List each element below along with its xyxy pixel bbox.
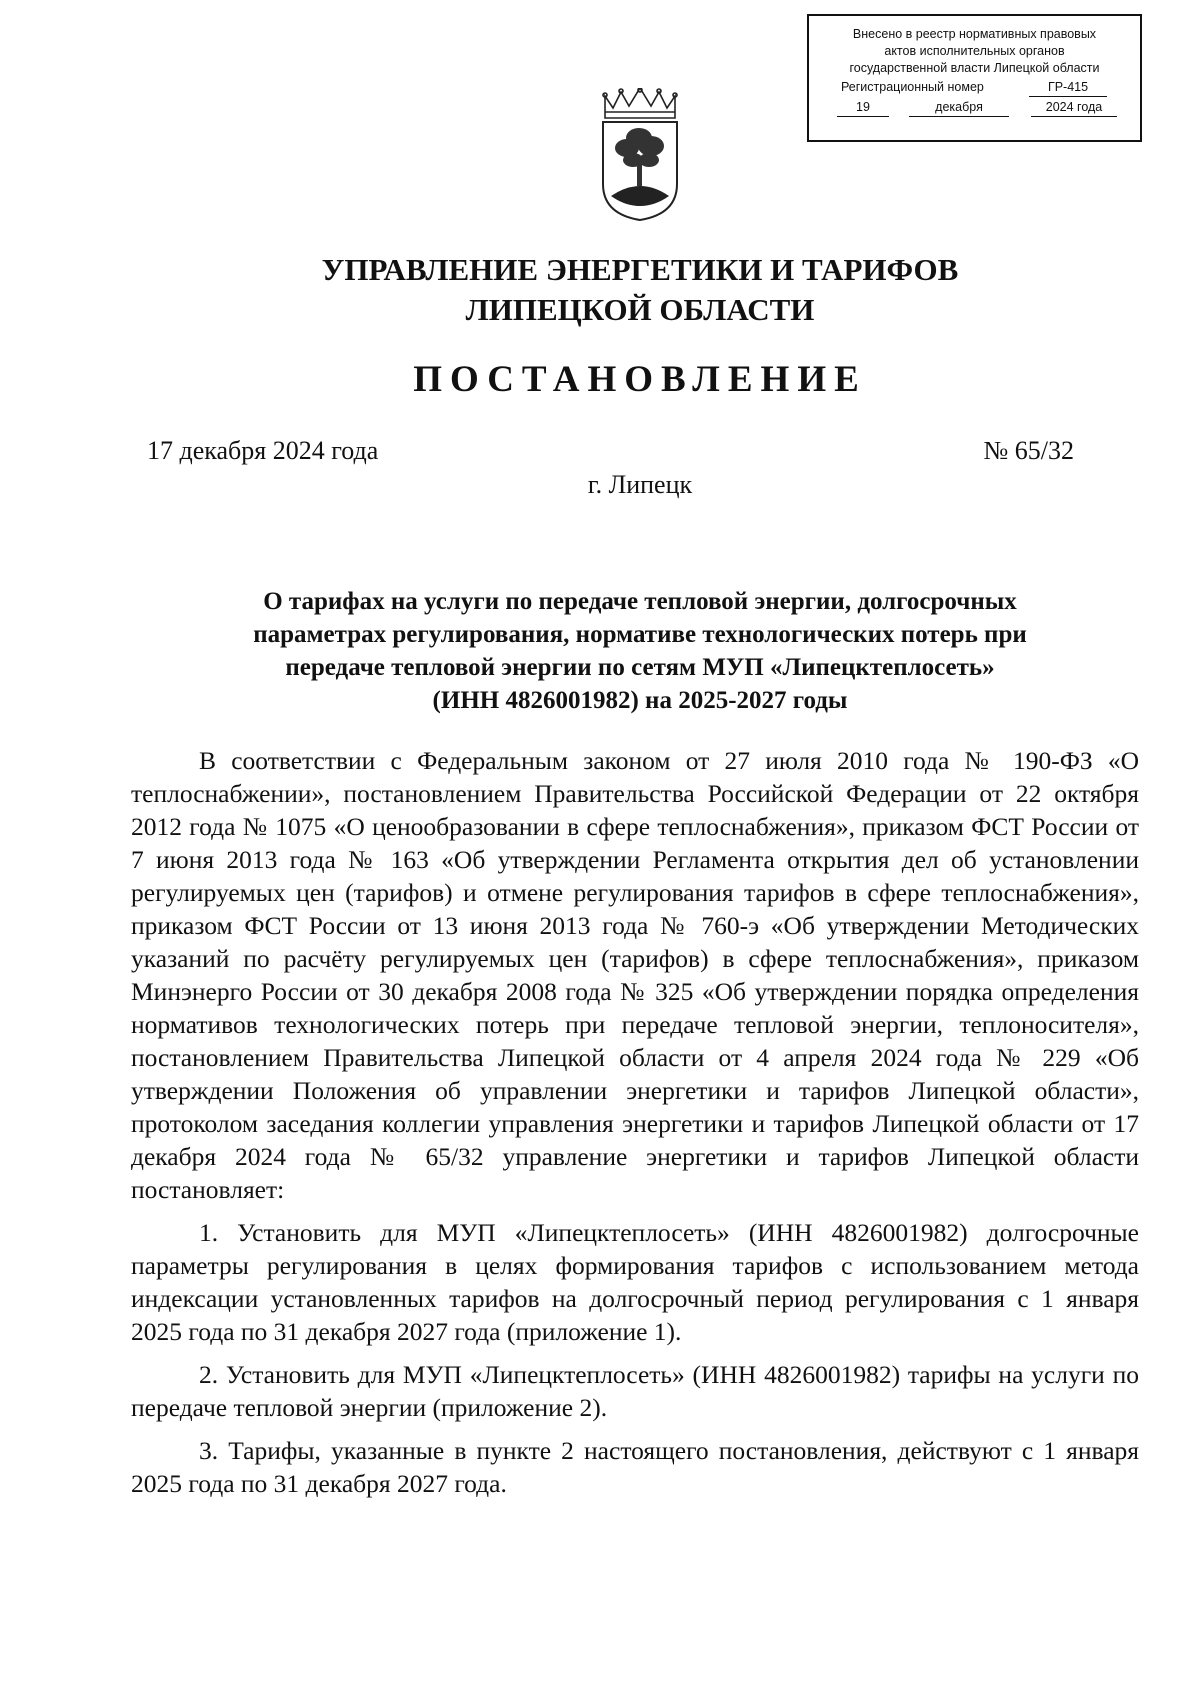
stamp-registration-number: ГР-415 xyxy=(1029,79,1107,97)
item-1-paragraph: 1. Установить для МУП «Липецктеплосеть» (ИНН 4826001982) долгосрочные параметры регулирования в целях формирования тарифов с использованием метода индексации установленных тарифов на долгосрочный период регулирования с 1 января 2025 года по 31 декабря 2027 года (приложение 1). xyxy=(131,1218,1139,1346)
document-city: г. Липецк xyxy=(587,470,693,499)
stamp-day: 19 xyxy=(837,99,889,117)
authority-line-1: УПРАВЛЕНИЕ ЭНЕРГЕТИКИ И ТАРИФОВ xyxy=(321,252,959,287)
title-line-1: О тарифах на услуги по передаче тепловой энергии, долгосрочных xyxy=(263,588,1017,615)
document-date: 17 декабря 2024 года xyxy=(147,436,379,465)
preamble-paragraph: В соответствии с Федеральным законом от 27 июля 2010 года № 190-ФЗ «О теплоснабжении», постановлением Правительства Российской Федерации от 22 октября 2012 года № 1075 «О ценообразовании в сфере теплоснабжения», приказом ФСТ России от 7 июня 2013 года № 163 «Об утверждении Регламента открытия дел об установлении регулируемых цен (тарифов) и отмене регулирования тарифов в сфере теплоснабжения», приказом ФСТ России от 13 июня 2013 года № 760-э «Об утверждении Методических указаний по расчёту регулируемых цен (тарифов) в сфере теплоснабжения», приказом Минэнерго России от 30 декабря 2008 года № 325 «Об утверждении порядка определения нормативов технологических потерь при передаче тепловой энергии, теплоносителя», постановлением Правительства Липецкой области от 4 апреля 2024 года № 229 «Об утверждении Положения об управлении энергетики и тарифов Липецкой области», протоколом заседания коллегии управления энергетики и тарифов Липецкой области от 17 декабря 2024 года № 65/32 управление энергетики и тарифов Липецкой области постановляет: xyxy=(131,746,1139,1204)
title-line-2: параметрах регулирования, нормативе технологических потерь при xyxy=(253,621,1027,648)
stamp-date-row xyxy=(809,99,1140,119)
stamp-year: 2024 года xyxy=(1031,99,1117,117)
item-2-paragraph: 2. Установить для МУП «Липецктеплосеть» (ИНН 4826001982) тарифы на услуги по передаче тепловой энергии (приложение 2). xyxy=(131,1360,1139,1422)
document-type: ПОСТАНОВЛЕНИЕ xyxy=(413,359,867,400)
document-body xyxy=(131,744,1139,1500)
lipetsk-coat-of-arms-icon xyxy=(597,88,683,222)
stamp-line-2: актов исполнительных органов xyxy=(884,44,1065,58)
registry-stamp xyxy=(807,14,1142,142)
stamp-month: декабря xyxy=(909,99,1009,117)
document-title xyxy=(150,585,1130,717)
document-number: № 65/32 xyxy=(983,436,1074,465)
title-line-3: передаче тепловой энергии по сетям МУП «Липецктеплосеть» xyxy=(285,654,995,681)
issuing-authority xyxy=(0,250,1200,330)
stamp-registration-row xyxy=(809,79,1140,99)
item-3-paragraph: 3. Тарифы, указанные в пункте 2 настоящего постановления, действуют с 1 января 2025 года по 31 декабря 2027 года. xyxy=(131,1436,1139,1498)
stamp-line-1: Внесено в реестр нормативных правовых xyxy=(852,27,1097,41)
authority-line-2: ЛИПЕЦКОЙ ОБЛАСТИ xyxy=(465,292,815,327)
stamp-registration-label: Регистрационный номер xyxy=(841,80,984,94)
stamp-line-3: государственной власти Липецкой области xyxy=(849,61,1100,75)
title-line-4: (ИНН 4826001982) на 2025-2027 годы xyxy=(432,687,848,714)
